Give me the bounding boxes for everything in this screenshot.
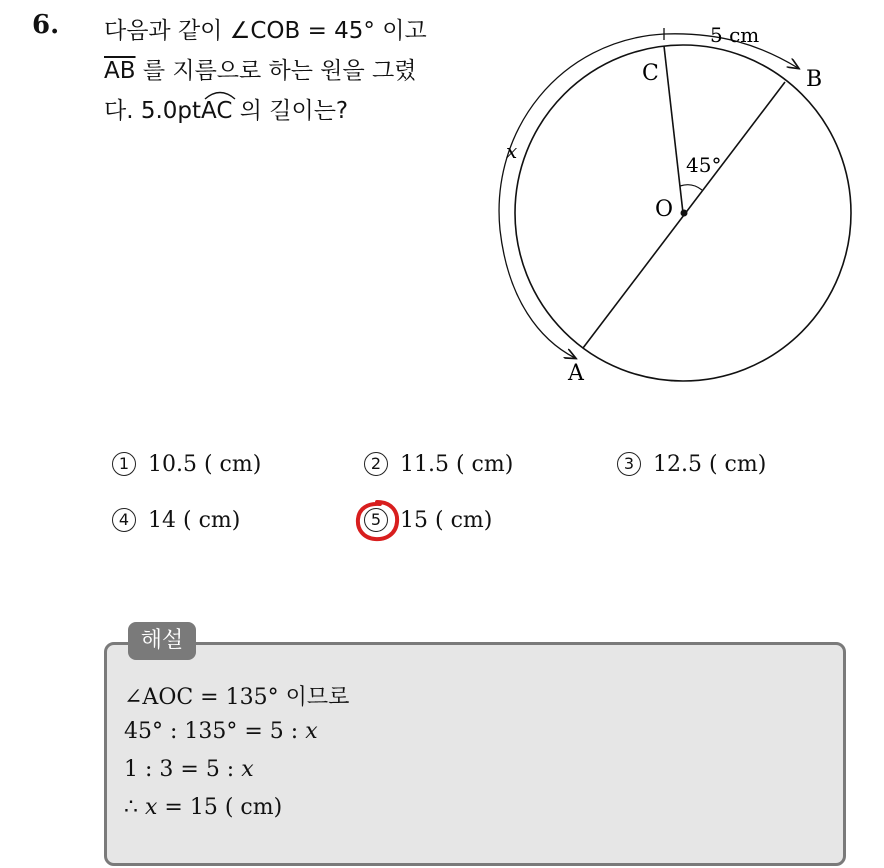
question-line-2-text: 를 지름으로 하는 원을 그렸 [135, 58, 417, 84]
answer-circle-icon [352, 498, 402, 544]
choice-3-mark: 3 [617, 452, 641, 476]
choice-4-text: 14 ( cm) [148, 508, 241, 533]
choice-1-text: 10.5 ( cm) [148, 452, 262, 477]
solution-line-4-value: = 15 ( cm) [157, 795, 283, 820]
solution-line-4-var: x [145, 795, 158, 820]
choice-3-text: 12.5 ( cm) [653, 452, 767, 477]
x-label: x [506, 139, 518, 163]
solution-line-2-var: x [305, 719, 318, 744]
solution-line-1: ∠AOC = 135° 이므로 [124, 685, 350, 710]
choice-1[interactable] [112, 452, 261, 477]
arc-x-arrow [499, 34, 664, 358]
solution-line-3 [124, 757, 254, 782]
point-b-label: B [806, 67, 823, 92]
center-point [681, 210, 688, 217]
solution-line-4-therefore: ∴ [124, 795, 145, 820]
solution-line-3-text: 1 : 3 = 5 : [124, 757, 242, 782]
solution-line-2 [124, 719, 318, 744]
solution-line-4 [124, 795, 282, 820]
arc-length-label: 5 cm [710, 23, 760, 47]
question-line-3-suffix: 의 길이는? [232, 98, 349, 124]
radius-oc [664, 46, 683, 213]
choice-4-mark: 4 [112, 508, 136, 532]
question-line-1: 다음과 같이 ∠COB = 45° 이고 [104, 18, 427, 44]
choice-2[interactable] [364, 452, 513, 477]
choice-3[interactable] [617, 452, 766, 477]
solution-line-3-var: x [241, 757, 254, 782]
choice-4[interactable] [112, 508, 240, 533]
circle-figure [0, 0, 884, 420]
choice-2-text: 11.5 ( cm) [400, 452, 514, 477]
solution-box [104, 642, 846, 866]
question-number: 6. [32, 10, 60, 40]
arc-ac-text: AC [201, 98, 233, 124]
point-o-label: O [655, 197, 674, 222]
choice-1-mark: 1 [112, 452, 136, 476]
choice-5-text: 15 ( cm) [400, 508, 493, 533]
choice-2-mark: 2 [364, 452, 388, 476]
choice-5-mark: 5 [364, 508, 388, 532]
angle-arc [680, 185, 702, 190]
solution-tag: 해설 [128, 622, 196, 660]
angle-label: 45° [686, 153, 722, 177]
question-line-3-prefix: 다. 5.0pt [104, 98, 202, 124]
segment-ab-label: $\overline{AB}$ [104, 58, 136, 84]
solution-line-2-text: 45° : 135° = 5 : [124, 719, 306, 744]
point-c-label: C [642, 61, 659, 86]
point-a-label: A [568, 361, 584, 386]
